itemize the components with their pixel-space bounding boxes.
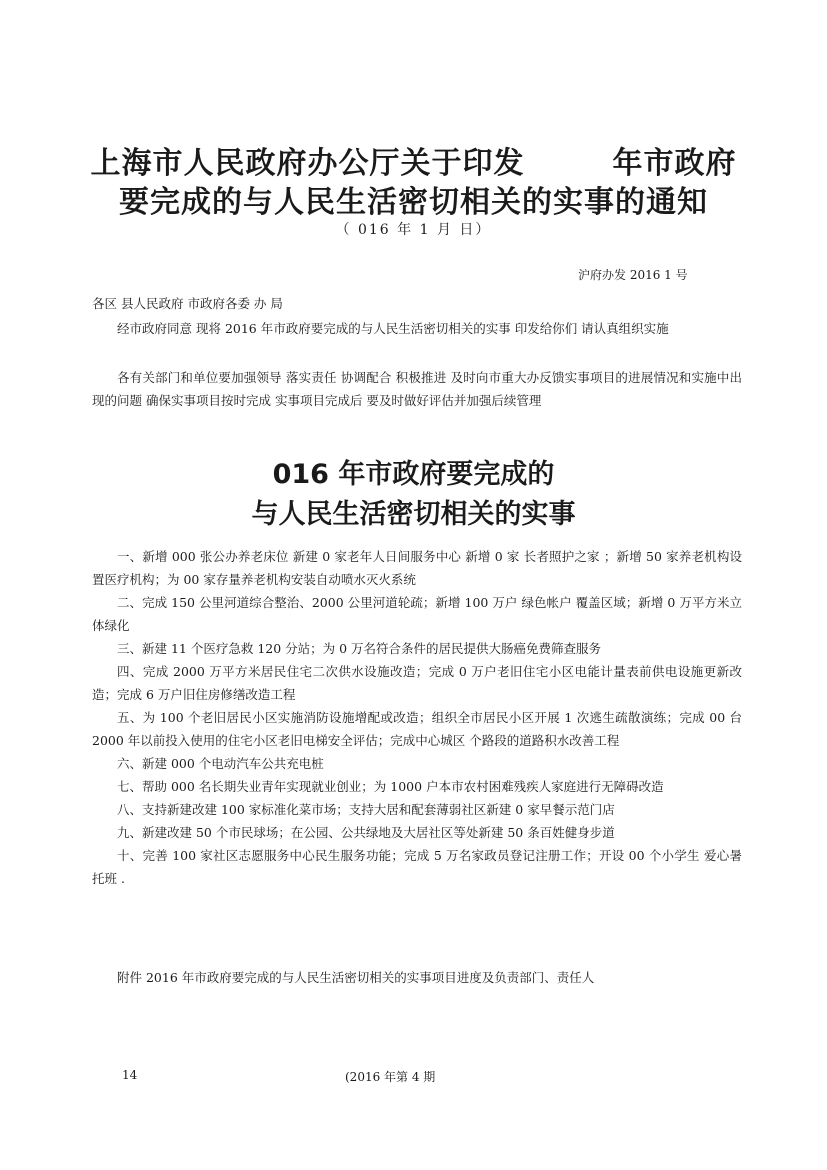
page-number: 14	[122, 1068, 138, 1082]
list-item: 三、新建 11 个医疗急救 120 分站；为 0 万名符合条件的居民提供大肠癌免费筛查服务	[117, 641, 602, 656]
list-item: 九、新建改建 50 个市民球场；在公园、公共绿地及大居社区等处新建 50 条百姓健身步道	[117, 825, 615, 840]
list-item: 一、新增 000 张公办养老床位 新建 0 家老年人日间服务中心 新增 0 家 长者照护之家 ；新增 50 家养老机构设置医疗机构；为 00 家存量养老机构安装自动喷水灭火系统	[92, 549, 742, 587]
document-number: 沪府办发 2016 1 号	[578, 268, 688, 282]
addressee: 各区 县人民政府 市政府各委 办 局	[92, 296, 283, 311]
paragraph-2: 各有关部门和单位要加强领导 落实责任 协调配合 积极推进 及时向市重大办反馈实事项目的进展情况和实施中出现的问题 确保实事项目按时完成 实事项目完成后 要及时做好评估并加强后续管理	[92, 370, 742, 408]
attachment-note: 附件 2016 年市政府要完成的与人民生活密切相关的实事项目进度及负责部门、责任人	[117, 970, 595, 985]
document-date: （ 016 年 1 月 日）	[335, 222, 492, 238]
item-list	[92, 545, 742, 890]
issue-label: (2016 年第 4 期	[345, 1070, 436, 1084]
list-item: 七、帮助 000 名长期失业青年实现就业创业；为 1000 户本市农村困难残疾人家庭进行无障碍改造	[117, 779, 664, 794]
title-right: 年市政府	[612, 146, 737, 181]
list-item: 六、新建 000 个电动汽车公共充电桩	[117, 756, 324, 771]
section-title-line2: 与人民生活密切相关的实事	[251, 499, 576, 530]
list-item: 十、完善 100 家社区志愿服务中心民生服务功能；完成 5 万名家政员登记注册工作；开设 00 个小学生 爱心暑托班 .	[92, 848, 742, 886]
list-item: 四、完成 2000 万平方米居民住宅二次供水设施改造；完成 0 万户老旧住宅小区电能计量表前供电设施更新改造；完成 6 万户旧住房修缮改造工程	[92, 664, 742, 702]
list-item: 五、为 100 个老旧居民小区实施消防设施增配或改造；组织全市居民小区开展 1 次逃生疏散演练；完成 00 台 2000 年以前投入使用的住宅小区老旧电梯安全评估；完成中心城区 个路段的道路积水改善工程	[92, 710, 742, 748]
title-left: 上海市人民政府办公厅关于印发	[90, 146, 525, 181]
list-item: 八、支持新建改建 100 家标准化菜市场；支持大居和配套薄弱社区新建 0 家早餐示范门店	[117, 802, 615, 817]
document-title-line2: 要完成的与人民生活密切相关的实事的通知	[119, 185, 708, 220]
document-title-line1	[0, 138, 827, 182]
section-title-line1: 016 年市政府要完成的	[272, 459, 555, 490]
paragraph-1: 经市政府同意 现将 2016 年市政府要完成的与人民生活密切相关的实事 印发给你们 请认真组织实施	[117, 321, 669, 336]
list-item: 二、完成 150 公里河道综合整治、2000 公里河道轮疏；新增 100 万户 绿色帐户 覆盖区域；新增 0 万平方米立体绿化	[92, 595, 742, 633]
